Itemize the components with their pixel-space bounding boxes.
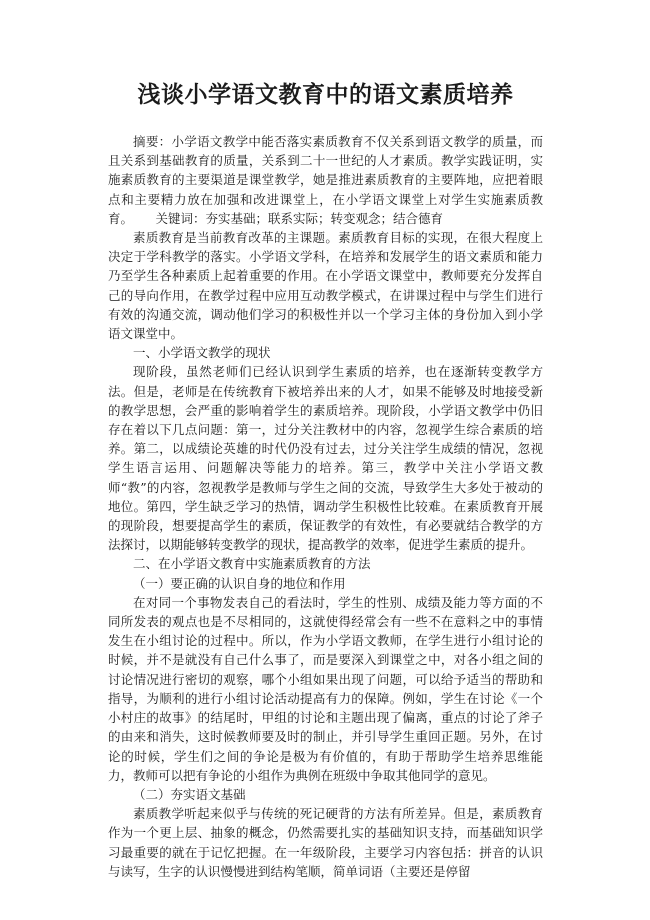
document-title: 浅谈小学语文教育中的语文素质培养 <box>137 82 514 108</box>
section1-paragraph: 现阶段，虽然老师们已经认识到学生素质的培养，也在逐渐转变教学方法。但是，老师是在传统教育下被培养出来的人才，如果不能够及时地接受新的教学思想，会严重的影响着学生的素质培养。现阶段，小学语文教学中仍旧存在着以下几点问题：第一，过分关注教材中的内容，忽视学生综合素质的培养。第二，以成绩论英雄的时代仍没有过去，过分关注学生成绩的情况，忽视学生语言运用、问题解决等能力的培养。第三，教学中关注小学语文教师“教”的内容，忽视教学是教师与学生之间的交流，导致学生大多处于被动的地位。第四，学生缺乏学习的热情，调动学生积极性比较难。在素质教育开展的现阶段，想要提高学生的素质，保证教学的有效性，有必要就结合教学的方法探讨，以期能够转变教学的现状，提高教学的效率，促进学生素质的提升。 <box>108 364 543 553</box>
subsection1-heading: （一）要正确的认识自身的地位和作用 <box>133 575 346 591</box>
abstract-paragraph <box>108 132 543 228</box>
keywords-text: 关键词：夯实基础；联系实际；转变观念；结合德育 <box>155 210 444 226</box>
subsection2-heading: （二）夯实语文基础 <box>133 786 246 802</box>
section1-heading: 一、小学语文教学的现状 <box>133 345 271 361</box>
subsection2-paragraph: 素质教学听起来似乎与传统的死记硬背的方法有所差异。但是，素质教育作为一个更上层、抽象的概念，仍然需要扎实的基础知识支持，而基础知识学习最重要的就在于记忆把握。在一年级阶段，主要学习内容包括：拼音的认识与读写，生字的认识慢慢进到结构笔顺，简单词语（主要还是停留 <box>108 806 543 879</box>
subsection1-paragraph: 在对同一个事物发表自己的看法时，学生的性别、成绩及能力等方面的不同所发表的观点也是不尽相同的，这就使得经常会有一些不在意料之中的事情发生在小组讨论的过程中。所以，作为小学语文教师，在学生进行小组讨论的时候，并不是就没有自己什么事了，而是要深入到课堂之中，对各小组之间的讨论情况进行密切的观察，哪个小组如果出现了问题，可以给予适当的帮助和指导，为顺利的进行小组讨论活动提高有力的保障。例如，学生在讨论《一个小村庄的故事》的结尾时，甲组的讨论和主题出现了偏离，重点的讨论了斧子的由来和消失，这时候教师要及时的制止，并引导学生重回正题。另外，在讨论的时候，学生们之间的争论是极为有价值的，有助于帮助学生培养思维能力，教师可以把有争论的小组作为典例在班级中争取其他同学的意见。 <box>108 594 543 783</box>
intro-paragraph: 素质教育是当前教育改革的主课题。素质教育目标的实现，在很大程度上决定于学科教学的落实。小学语文学科，在培养和发展学生的语文素质和能力乃至学生各种素质上起着重要的作用。在小学语文课堂中，教师要充分发挥自己的导向作用，在教学过程中应用互动教学模式，在讲课过程中与学生们进行有效的沟通交流，调动他们学习的积极性并以一个学习主体的身份加入到小学语文课堂中。 <box>108 230 543 342</box>
document-page <box>108 80 543 881</box>
document-body <box>108 132 543 881</box>
abstract-text: 摘要：小学语文教学中能否落实素质教育不仅关系到语文教学的质量，而且关系到基础教育的质量，关系到二十一世纪的人才素质。教学实践证明，实施素质教育的主要渠道是课堂教学，她是推进素质教育的主要阵地，应把着眼点和主要精力放在加强和改进课堂上，在小学语文课堂上对学生实施素质教育。 <box>108 134 543 226</box>
section2-heading: 二、在小学语文教育中实施素质教育的方法 <box>133 556 371 572</box>
